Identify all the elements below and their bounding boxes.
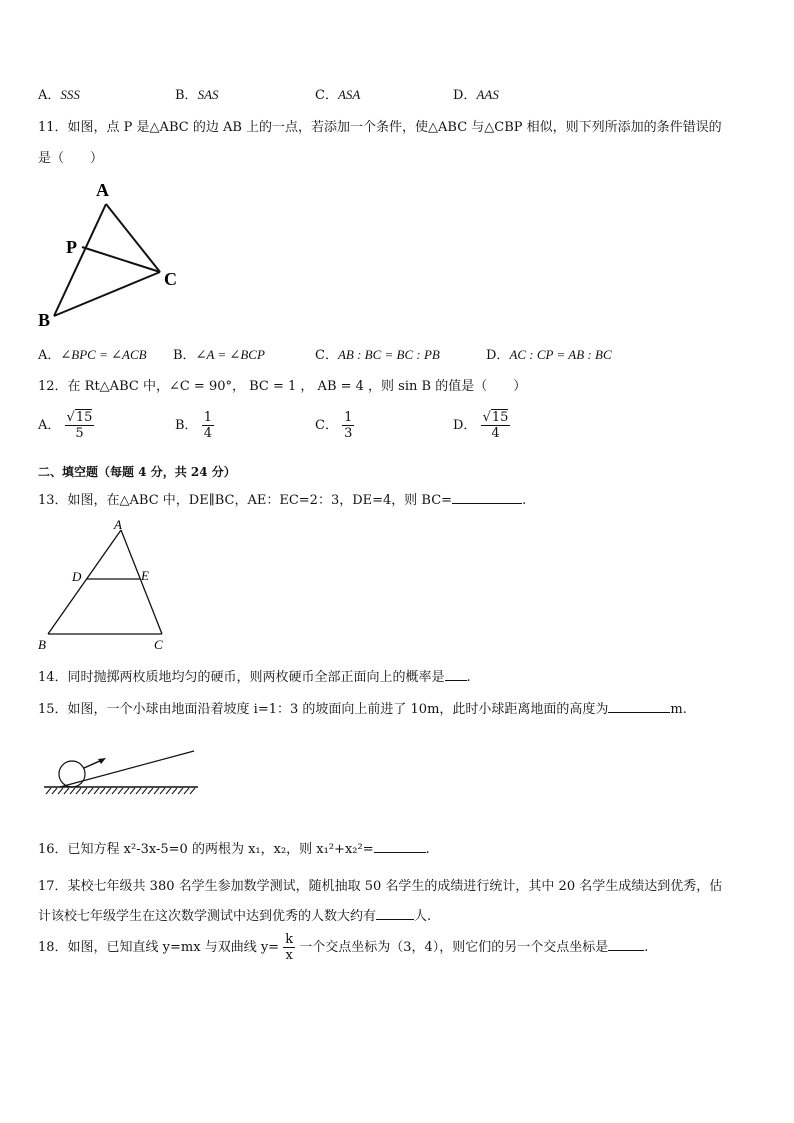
fraction: $\frac{1}{4}$	[203, 410, 212, 441]
label-p: P	[66, 237, 77, 257]
q16-stem: 16．已知方程 x²-3x-5=0 的两根为 x₁，x₂，则 x₁²+x₂²= .	[38, 838, 430, 857]
label-a: A	[96, 180, 109, 200]
side-bc	[54, 272, 160, 316]
answer-blank[interactable]	[608, 699, 670, 713]
q12-option-b: B． $\frac{1}{4}$	[175, 410, 212, 441]
q11-stem-line2: 是（ ）	[38, 151, 104, 166]
slope-line	[60, 751, 194, 787]
q15-slope-figure	[40, 742, 202, 800]
direction-arrow	[84, 760, 102, 768]
q11-option-b: B．∠A = ∠BCP	[173, 347, 265, 363]
q18-stem: 18．如图，已知直线 y=mx 与双曲线 y= $\frac{k}{x}$ 一个交点坐标为（3，4），则它们的另一个交点坐标是 .	[38, 932, 649, 963]
q11-triangle-figure	[34, 176, 184, 331]
q17-stem-line2: 计该校七年级学生在这次数学测试中达到优秀的人数大约有 人.	[38, 905, 431, 924]
label-d: D	[72, 569, 82, 584]
answer-blank[interactable]	[452, 490, 522, 504]
label-b: B	[38, 310, 51, 330]
q13-stem: 13．如图，在△ABC 中，DE∥BC，AE：EC=2：3，DE=4，则 BC= .	[38, 489, 526, 508]
label-c: C	[154, 637, 163, 652]
label-c: C	[164, 269, 177, 289]
q15-stem: 15．如图，一个小球由地面沿着坡度 i=1：3 的坡面向上前进了 10m，此时小球距离地面的高度为 m.	[38, 698, 687, 717]
q11-option-d: D．AC : CP = AB : BC	[486, 347, 612, 363]
fraction: $\frac{√15}{4}$	[482, 410, 509, 441]
side-ab	[48, 530, 121, 634]
q13-triangle-figure	[36, 516, 176, 654]
q11-option-a: A．∠BPC = ∠ACB	[38, 347, 147, 363]
label-b: B	[38, 637, 46, 652]
q11-option-c: C．AB : BC = BC : PB	[315, 347, 440, 363]
q10-option-a: A．SSS	[38, 87, 80, 103]
answer-blank[interactable]	[374, 839, 426, 853]
q12-stem: 12．在 Rt△ABC 中，∠C = 90°， BC = 1 ， AB = 4 ，则 sin B 的值是（ ）	[38, 379, 527, 394]
answer-blank[interactable]	[608, 937, 644, 951]
side-ac	[106, 204, 160, 272]
segment-pc	[82, 247, 160, 272]
fraction: $\frac{1}{3}$	[344, 410, 353, 441]
label-e: E	[141, 568, 149, 583]
q10-option-b: B．SAS	[175, 87, 219, 103]
q10-option-c: C．ASA	[315, 87, 361, 103]
side-ab	[54, 204, 106, 316]
q17-stem-line1: 17．某校七年级共 380 名学生参加数学测试，随机抽取 50 名学生的成绩进行统计，其中 20 名学生成绩达到优秀，估	[38, 879, 723, 894]
answer-blank[interactable]	[376, 906, 414, 920]
ground-hatching	[46, 788, 195, 794]
q12-option-a: A． $\frac{√15}{5}$	[38, 410, 93, 441]
label-a: A	[114, 517, 122, 532]
ball	[59, 761, 85, 787]
q10-option-d: D．AAS	[453, 87, 499, 103]
section-heading-fill-in: 二、填空题（每题 4 分，共 24 分）	[38, 465, 236, 479]
q12-option-d: D． $\frac{√15}{4}$	[453, 410, 509, 441]
fraction-k-over-x: $\frac{k}{x}$	[285, 932, 294, 963]
answer-blank[interactable]	[445, 667, 467, 681]
q12-option-c: C． $\frac{1}{3}$	[315, 410, 353, 441]
q11-stem-line1: 11．如图，点 P 是△ABC 的边 AB 上的一点，若添加一个条件，使△ABC 与△CBP 相似，则下列所添加的条件错误的	[38, 120, 722, 135]
q14-stem: 14．同时抛掷两枚质地均匀的硬币，则两枚硬币全部正面向上的概率是 .	[38, 666, 471, 685]
fraction: $\frac{√15}{5}$	[66, 410, 93, 441]
